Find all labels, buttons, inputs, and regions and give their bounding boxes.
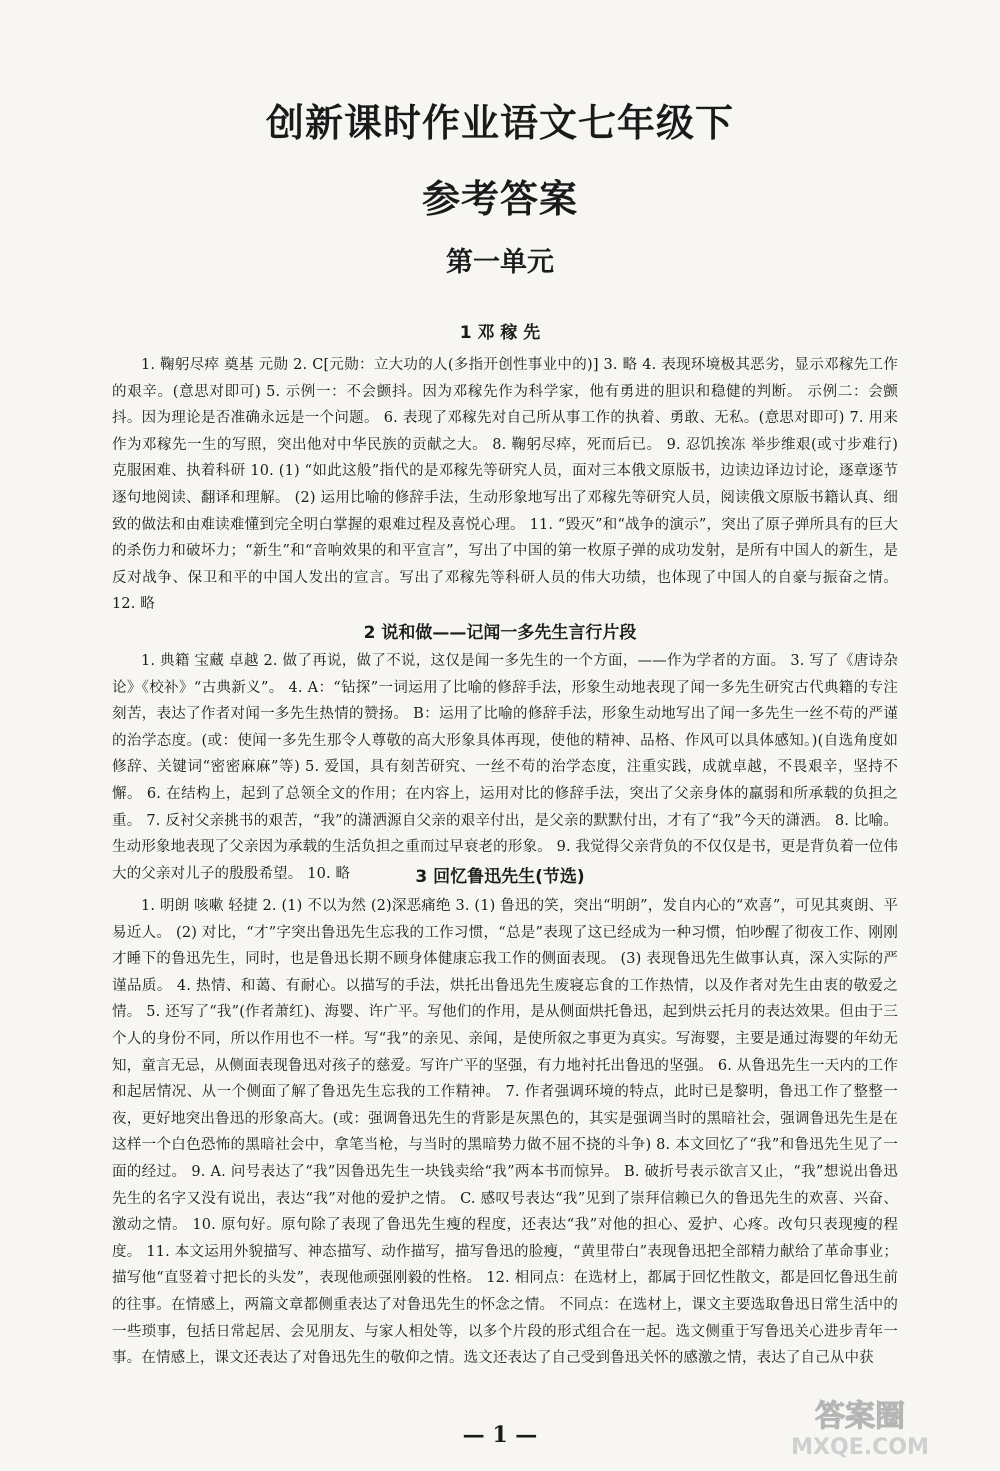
watermark-url: MXQE.COM [791, 1435, 929, 1460]
lesson-3-title: 3 回忆鲁迅先生(节选) [415, 867, 585, 887]
lesson-3-answers: 1. 明朗 咳嗽 轻捷 2. (1) 不以为然 (2)深恶痛绝 3. (1) 鲁迅的笑，突出“明朗”，发自内心的“欢喜”，可见其爽朗、平易近人。 (2) 对比，“才”字突出鲁迅先生忘我的工作习惯，“总是”表现了这已经成为一种习惯，怕吵醒了彻夜工作、刚刚才睡下的鲁迅先生，同时，也是鲁迅长期不顾身体健康忘我工作的侧面表现。 (3) 表现鲁迅先生做事认真，深入实际的严谨品质。 4. 热情、和蔼、有耐心。以描写的手法，烘托出鲁迅先生废寝忘食的工作热情，以及作者对先生由衷的敬爱之情。 5. 还写了“我”(作者萧红)、海婴、许广平。写他们的作用，是从侧面烘托鲁迅，起到烘云托月的表达效果。但由于三个人的身份不同，所以作用也不一样。写“我”的亲见、亲闻，是使所叙之事更为真实。写海婴，主要是通过海婴的年幼无知，童言无忌，从侧面表现鲁迅对孩子的慈爱。写许广平的坚强，有力地衬托出鲁迅的坚强。 6. 从鲁迅先生一天内的工作和起居情况、从一个侧面了解了鲁迅先生忘我的工作精神。 7. 作者强调环境的特点，此时已是黎明，鲁迅工作了整整一夜，更好地突出鲁迅的形象高大。(或：强调鲁迅先生的背影是灰黑色的，其实是强调当时的黑暗社会，强调鲁迅先生是在这样一个白色恐怖的黑暗社会中，拿笔当枪，与当时的黑暗势力做不屈不挠的斗争) 8. 本文回忆了“我”和鲁迅先生见了一面的经过。 9. A. 问号表达了“我”因鲁迅先生一块钱卖给“我”两本书而惊异。 B. 破折号表示欲言又止，“我”想说出鲁迅先生的名字又没有说出，表达“我”对他的爱护之情。 C. 感叹号表达“我”见到了崇拜信赖已久的鲁迅先生的欢喜、兴奋、激动之情。 10. 原句好。原句除了表现了鲁迅先生瘦的程度，还表达“我”对他的担心、爱护、心疼。改句只表现瘦的程度。 11. 本文运用外貌描写、神态描写、动作描写，描写鲁迅的脸瘦，“黄里带白”表现鲁迅把全部精力献给了革命事业；描写他“直竖着寸把长的头发”，表现他顽强刚毅的性格。 12. 相同点：在选材上，都属于回忆性散文，都是回忆鲁迅生前的往事。在情感上，两篇文章都侧重表达了对鲁迅先生的怀念之情。 不同点：在选材上，课文主要选取鲁迅日常生活中的一些琐事，包括日常起居、会见朋友、与家人相处等，以多个片段的形式组合在一起。选文侧重于写鲁迅关心进步青年一事。在情感上，课文还表达了对鲁迅先生的敬仰之情。选文还表达了自己受到鲁迅关怀的感激之情，表达了自己从中获 [112, 898, 898, 1367]
lesson-2-answers: 1. 典籍 宝藏 卓越 2. 做了再说，做了不说，这仅是闻一多先生的一个方面，——作为学者的方面。 3. 写了《唐诗杂论》《校补》“古典新义”。 4. A：“钻探”一词运用了比喻的修辞手法，形象生动地表现了闻一多先生研究古代典籍的专注刻苦，表达了作者对闻一多先生热情的赞扬。 B：运用了比喻的修辞手法，形象生动地写出了闻一多先生一丝不苟的严谨的治学态度。(或：使闻一多先生那令人尊敬的高大形象具体再现，使他的精神、品格、作风可以具体感知。)(自选角度如修辞、关键词“密密麻麻”等) 5. 爱国，具有刻苦研究、一丝不苟的治学态度，注重实践，成就卓越，不畏艰辛，坚持不懈。 6. 在结构上，起到了总领全文的作用；在内容上，运用对比的修辞手法，突出了父亲身体的羸弱和所承载的负担之重。 7. 反衬父亲挑书的艰苦，“我”的潇洒源自父亲的艰辛付出，是父亲的默默付出，才有了“我”今天的潇洒。 8. 比喻。生动形象地表现了父亲因为承载的生活负担之重而过早衰老的形象。 9. 我觉得父亲背负的不仅仅是书，更是背负着一位伟大的父亲对儿子的殷殷希望。 10. 略 [112, 653, 898, 882]
unit-title: 第一单元 [446, 247, 554, 278]
lesson-2-title: 2 说和做——记闻一多先生言行片段 [363, 623, 637, 643]
watermark-logo [750, 1392, 970, 1462]
watermark-logo-text: 答案圈 [815, 1399, 905, 1434]
page-subtitle: 参考答案 [421, 177, 578, 221]
page-number: — 1 — [462, 1422, 538, 1448]
lesson-1-answers: 1. 鞠躬尽瘁 奠基 元勋 2. C[元勋：立大功的人(多指开创性事业中的)] 3. 略 4. 表现环境极其恶劣，显示邓稼先工作的艰辛。(意思对即可) 5. 示例一：不会颤抖。因为邓稼先作为科学家，他有勇进的胆识和稳健的判断。 示例二：会颤抖。因为理论是否准确永远是一个问题。 6. 表现了邓稼先对自己所从事工作的执着、勇敢、无私。(意思对即可) 7. 用来作为邓稼先一生的写照，突出他对中华民族的贡献之大。 8. 鞠躬尽瘁，死而后已。 9. 忍饥挨冻 举步维艰(或寸步难行) 克服困难、执着科研 10. (1) “如此这般”指代的是邓稼先等研究人员，面对三本俄文原版书，边读边译边讨论，逐章逐节逐句地阅读、翻译和理解。 (2) 运用比喻的修辞手法，生动形象地写出了邓稼先等研究人员，阅读俄文原版书籍认真、细致的做法和由难读难懂到完全明白掌握的艰难过程及喜悦心理。 11. “毁灭”和“战争的演示”，突出了原子弹所具有的巨大的杀伤力和破坏力；“新生”和“音响效果的和平宣言”，写出了中国的第一枚原子弹的成功发射，是所有中国人的新生，是反对战争、保卫和平的中国人发出的宣言。写出了邓稼先等科研人员的伟大功绩，也体现了中国人的自豪与振奋之情。 12. 略 [112, 357, 898, 613]
page-title: 创新课时作业语文七年级下 [265, 101, 734, 145]
lesson-1-title: 1 邓 稼 先 [459, 323, 541, 343]
